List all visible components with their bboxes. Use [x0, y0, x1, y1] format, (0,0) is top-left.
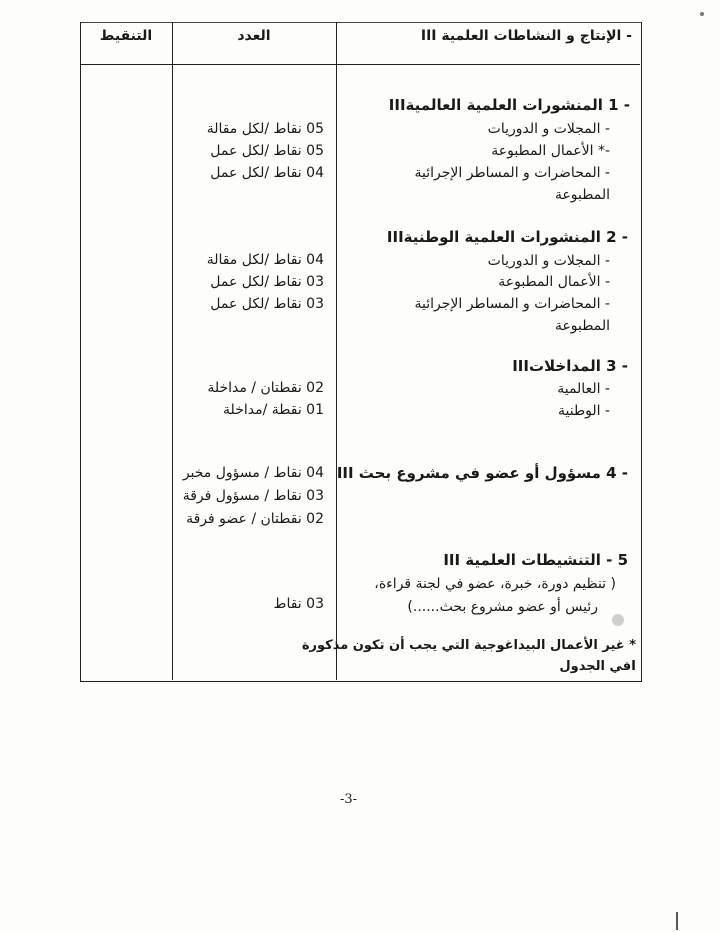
section-5-item: رئيس أو عضو مشروع بحث......) — [407, 599, 598, 615]
section-4-title: - 4 مسؤول أو عضو في مشروع بحث III — [336, 464, 628, 482]
footnote-line: * غير الأعمال البيداغوجية التي يجب أن تكون مذكورة — [301, 638, 636, 653]
section-3-item: - الوطنية — [558, 403, 610, 419]
section-2-item: - الأعمال المطبوعة — [498, 274, 610, 290]
column-divider-left — [172, 22, 173, 680]
section-1-item: -* الأعمال المطبوعة — [491, 143, 610, 159]
footnote-line: Iفي الجدول — [559, 659, 636, 674]
section-2-item: - المجلات و الدوريات — [487, 253, 610, 269]
section-3-item: - العالمية — [557, 381, 610, 397]
header-count: العدد — [237, 28, 271, 44]
header-divider — [80, 64, 640, 65]
section-5-points: 03 نقاط — [273, 596, 324, 612]
section-4-points: 02 نقطتان / عضو فرقة — [186, 511, 324, 527]
header-activity: - الإنتاج و النشاطات العلمية III — [420, 28, 632, 44]
section-1-points: 05 نقاط /لكل عمل — [210, 143, 324, 159]
section-2-points: 03 نقاط /لكل عمل — [210, 274, 324, 290]
section-2-item: - المحاضرات و المساطر الإجرائية — [414, 296, 610, 312]
section-5-item: ( تنظيم دورة، خبرة، عضو في لجنة قراءة، — [374, 576, 616, 592]
section-3-points: 02 نقطتان / مداخلة — [207, 380, 324, 396]
section-2-points: 04 نقاط /لكل مقالة — [206, 252, 324, 268]
section-3-points: 01 نقطة /مداخلة — [223, 402, 324, 418]
section-2-item: المطبوعة — [554, 318, 610, 334]
scan-mark — [676, 912, 678, 930]
section-1-item: المطبوعة — [554, 187, 610, 203]
section-4-points: 03 نقاط / مسؤول فرقة — [182, 488, 324, 504]
section-1-item: - المجلات و الدوريات — [487, 121, 610, 137]
section-1-points: 05 نقاط /لكل مقالة — [206, 121, 324, 137]
column-divider-right — [336, 22, 337, 680]
page-number: -3- — [340, 792, 358, 807]
section-2-points: 03 نقاط /لكل عمل — [210, 296, 324, 312]
header-score: التنقيط — [99, 28, 153, 44]
section-1-title: - 1 المنشورات العلمية العالميةIII — [388, 96, 630, 114]
section-3-title: - 3 المداخلاتIII — [512, 357, 628, 375]
smudge-mark — [612, 614, 624, 626]
scan-speck — [700, 12, 704, 16]
section-5-title: 5 - التنشيطات العلمية III — [443, 551, 628, 569]
section-1-item: - المحاضرات و المساطر الإجرائية — [414, 165, 610, 181]
section-4-points: 04 نقاط / مسؤول مخبر — [182, 465, 324, 481]
section-1-points: 04 نقاط /لكل عمل — [210, 165, 324, 181]
section-2-title: - 2 المنشورات العلمية الوطنيةIII — [386, 228, 628, 246]
